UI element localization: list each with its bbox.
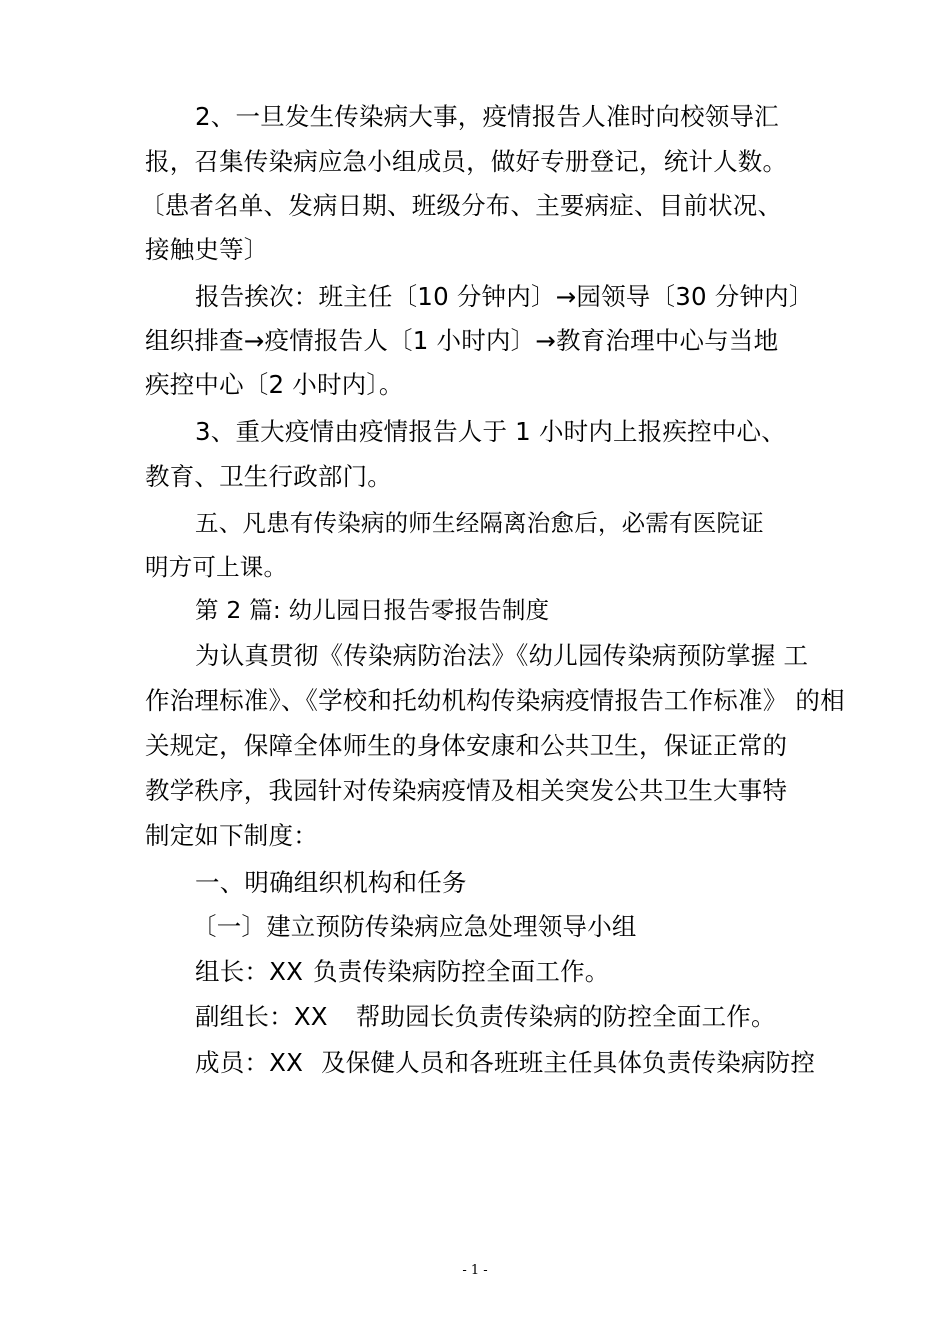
body-line: 接触史等〕 <box>145 235 269 264</box>
body-line: 明方可上课。 <box>145 553 288 581</box>
staff-member-line <box>195 1048 815 1078</box>
body-line: 报，召集传染病应急小组成员，做好专册登记，统计人数。 <box>145 147 788 176</box>
body-line: 组织排查→疫情报告人〔1 小时内〕→教育治理中心与当地 <box>145 326 779 355</box>
leader-label: 组长： <box>195 957 270 986</box>
deputy-name: XX <box>293 1002 328 1031</box>
body-line: 疾控中心〔2 小时内〕。 <box>145 370 404 399</box>
body-line: 教学秩序，我园针对传染病疫情及相关突发公共卫生大事特 <box>145 776 788 805</box>
deputy-label: 副组长： <box>195 1002 294 1031</box>
body-line: 〔患者名单、发病日期、班级分布、主要病症、目前状况、 <box>140 191 783 220</box>
body-line: 作治理标准》、《学校和托幼机构传染病疫情报告工作标准》 的相 <box>145 686 845 715</box>
body-line: 五、凡患有传染病的师生经隔离治愈后，必需有医院证 <box>195 509 764 537</box>
leader-name: XX <box>269 957 304 986</box>
staff-deputy-line <box>195 1002 776 1032</box>
deputy-duty: 帮助园长负责传染病的防控全面工作。 <box>355 1002 776 1031</box>
subheading: 一、明确组织机构和任务 <box>195 868 467 897</box>
member-name: XX <box>269 1048 304 1077</box>
staff-leader-line <box>195 957 609 987</box>
member-duty: 及保健人员和各班班主任具体负责传染病防控 <box>321 1048 816 1077</box>
body-line: 2、一旦发生传染病大事，疫情报告人准时向校领导汇 <box>195 102 779 131</box>
body-line: 制定如下制度： <box>145 821 318 850</box>
body-line: 关规定，保障全体师生的身体安康和公共卫生，保证正常的 <box>145 731 788 760</box>
page-number: - 1 - <box>462 1263 488 1278</box>
member-label: 成员： <box>195 1048 270 1077</box>
body-line: 为认真贯彻《传染病防治法》《幼儿园传染病预防掌握 工 <box>195 641 809 670</box>
section-heading: 第 2 篇: 幼儿园日报告零报告制度 <box>195 596 550 624</box>
subheading: 〔一〕建立预防传染病应急处理领导小组 <box>192 912 637 941</box>
body-line: 3、重大疫情由疫情报告人于 1 小时内上报疾控中心、 <box>195 417 786 446</box>
body-line: 报告挨次：班主任〔10 分钟内〕→园领导〔30 分钟内〕 <box>195 282 814 311</box>
leader-duty: 负责传染病防控全面工作。 <box>313 957 610 986</box>
body-line: 教育、卫生行政部门。 <box>145 462 392 491</box>
